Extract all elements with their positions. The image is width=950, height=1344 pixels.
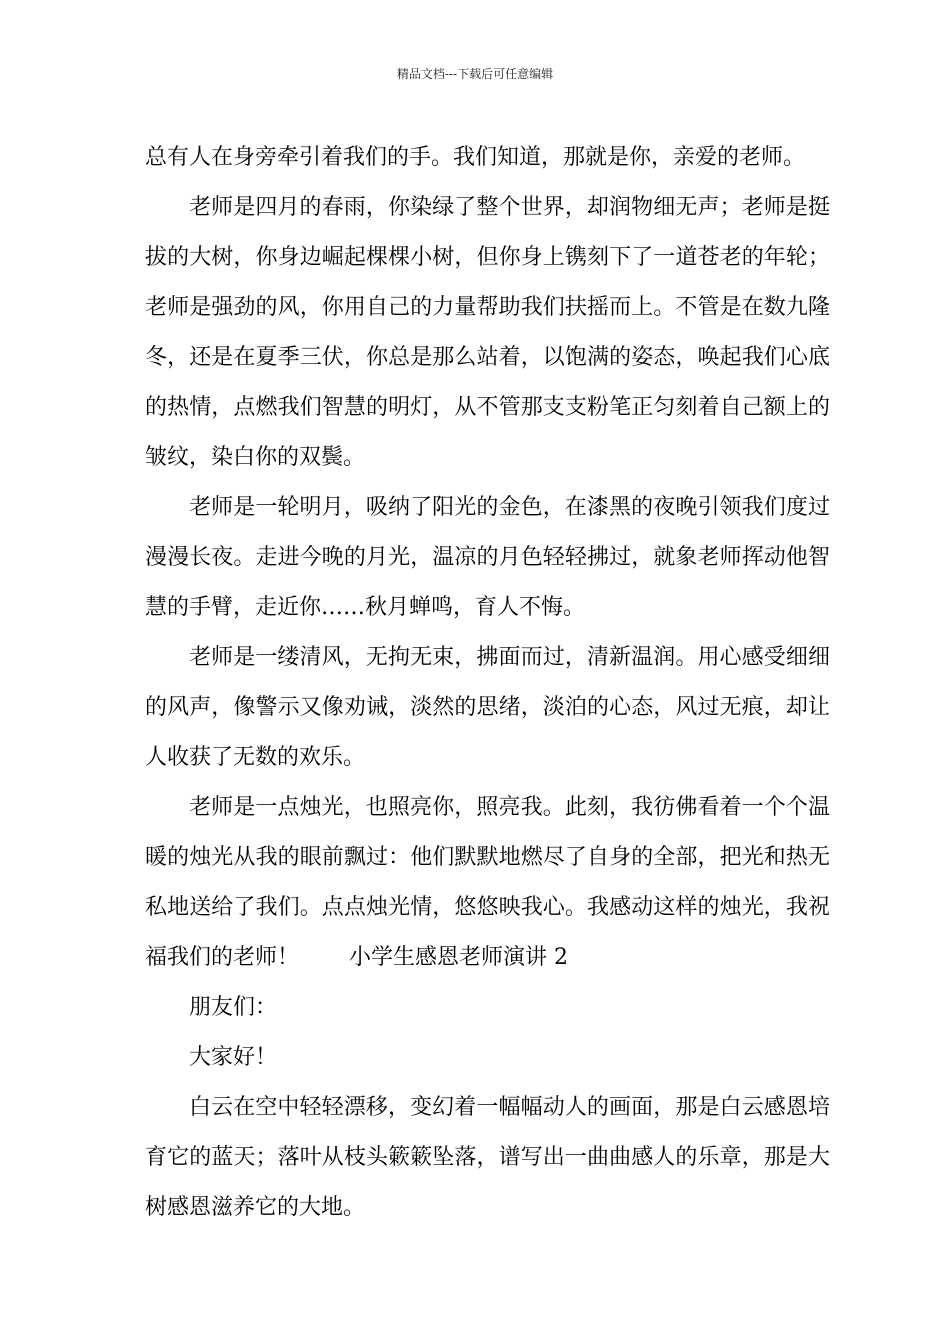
page-header: 精品文档---下载后可任意编辑 <box>396 67 554 81</box>
salutation: 朋友们： <box>189 995 278 1020</box>
greeting: 大家好！ <box>189 1045 278 1070</box>
document-body <box>145 133 830 1233</box>
paragraph-spring-rain: 老师是四月的春雨，你染绿了整个世界，却润物细无声；老师是挺拔的大树，你身边崛起棵棵小树，但你身上镌刻下了一道苍老的年轮；老师是强劲的风，你用自己的力量帮助我们扶摇而上。不管是在数九隆冬，还是在夏季三伏，你总是那么站着，以饱满的姿态，唤起我们心底的热情，点燃我们智慧的明灯，从不管那支支粉笔正匀刻着自己额上的皱纹，染白你的双鬓。 <box>145 195 830 470</box>
paragraph-breeze: 老师是一缕清风，无拘无束，拂面而过，清新温润。用心感受细细的风声，像警示又像劝诫，淡然的思绪，淡泊的心态，风过无痕，却让人收获了无数的欢乐。 <box>145 645 830 770</box>
paragraph-bright-moon: 老师是一轮明月，吸纳了阳光的金色，在漆黑的夜晚引领我们度过漫漫长夜。走进今晚的月光，温凉的月色轻轻拂过，就象老师挥动他智慧的手臂，走近你……秋月蝉鸣，育人不悔。 <box>145 495 830 620</box>
paragraph-candlelight-text: 老师是一点烛光，也照亮你，照亮我。此刻，我彷佛看着一个个温暖的烛光从我的眼前飘过：他们默默地燃尽了自身的全部，把光和热无私地送给了我们。点点烛光情，悠悠映我心。我感动这样的烛光，我祝福我们的老师！ <box>145 795 830 970</box>
section-title: 小学生感恩老师演讲 2 <box>349 945 569 970</box>
paragraph-continuation: 总有人在身旁牵引着我们的手。我们知道，那就是你，亲爱的老师。 <box>145 145 806 170</box>
paragraph-white-clouds: 白云在空中轻轻漂移，变幻着一幅幅动人的画面，那是白云感恩培育它的蓝天；落叶从枝头簌簌坠落，谱写出一曲曲感人的乐章，那是大树感恩滋养它的大地。 <box>145 1095 830 1220</box>
paragraph-candlelight <box>145 783 830 983</box>
